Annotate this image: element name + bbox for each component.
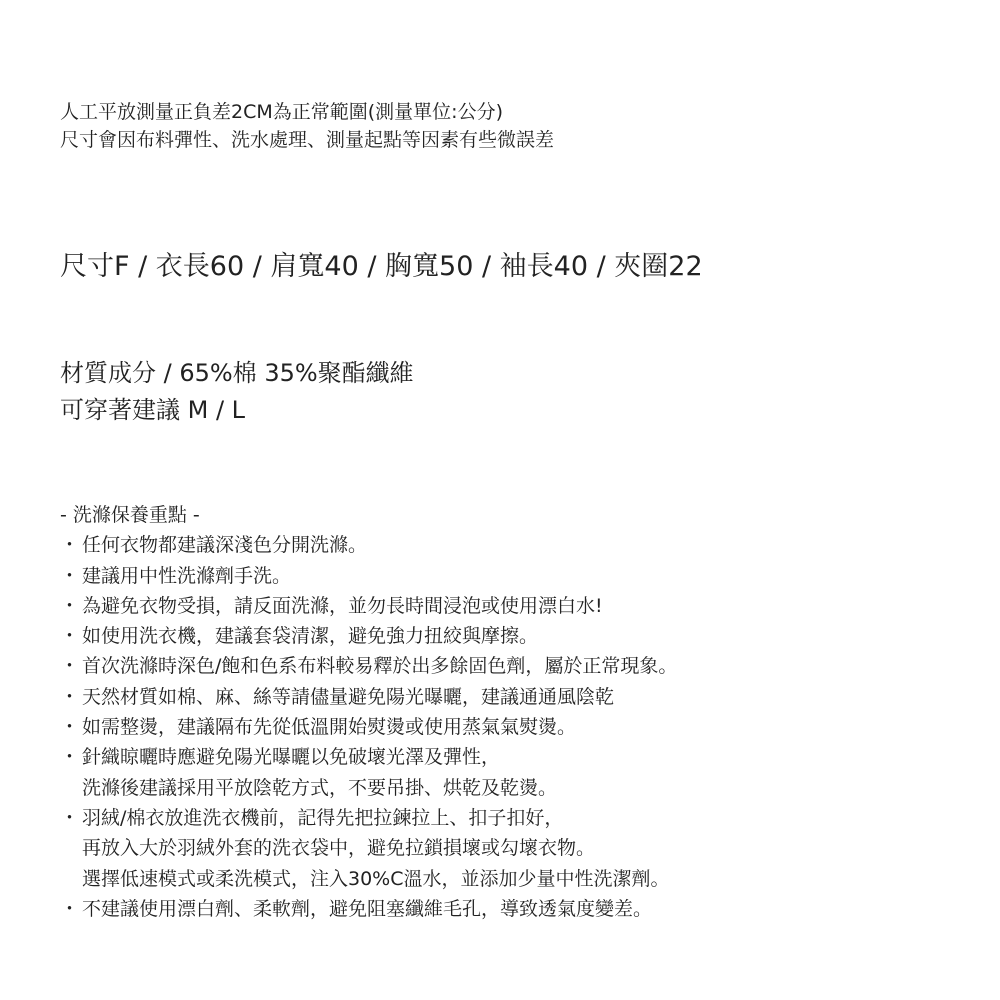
care-list-item	[60, 682, 677, 712]
care-instructions	[60, 500, 677, 924]
care-list-item-text: 針織晾曬時應避免陽光曝曬以免破壞光澤及彈性，	[82, 746, 501, 769]
care-list-item-continuation	[60, 864, 677, 894]
care-list-item-text: 建議用中性洗滌劑手洗。	[82, 564, 292, 587]
material-composition: 材質成分 / 65%棉 35%聚酯纖維	[60, 359, 414, 387]
measurement-note-line-1: 人工平放測量正負差2CM為正常範圍(測量單位:公分)	[60, 101, 503, 123]
size-spec: 尺寸F / 衣長60 / 肩寬40 / 胸寬50 / 袖長40 / 夾圈22	[60, 251, 703, 282]
care-list-item	[60, 712, 677, 742]
bullet-icon: ・	[60, 564, 80, 587]
bullet-icon: ・	[60, 806, 80, 829]
care-list-item-text: 任何衣物都建議深淺色分開洗滌。	[82, 534, 368, 557]
care-list-item-text: 如需整燙，建議隔布先從低溫開始熨燙或使用蒸氣氣熨燙。	[82, 716, 577, 739]
care-list	[60, 530, 677, 924]
care-list-item	[60, 561, 677, 591]
care-list-item-text: 選擇低速模式或柔洗模式，注入30%C溫水，並添加少量中性洗潔劑。	[82, 867, 670, 890]
care-list-item	[60, 591, 677, 621]
care-list-item-text: 天然材質如棉、麻、絲等請儘量避免陽光曝曬，建議通通風陰乾	[82, 685, 615, 708]
care-list-item	[60, 742, 677, 772]
care-list-item-continuation	[60, 833, 677, 863]
care-list-item-text: 如使用洗衣機，建議套袋清潔，避免強力扭絞與摩擦。	[82, 625, 539, 648]
bullet-icon: ・	[60, 897, 80, 920]
care-list-item-text: 首次洗滌時深色/飽和色系布料較易釋於出多餘固色劑，屬於正常現象。	[82, 655, 678, 678]
bullet-icon: ・	[60, 685, 80, 708]
care-list-item-text: 再放入大於羽絨外套的洗衣袋中，避免拉鎖損壞或勾壞衣物。	[82, 837, 596, 860]
care-list-item-text: 洗滌後建議採用平放陰乾方式，不要吊掛、烘乾及乾燙。	[82, 776, 558, 799]
care-list-item	[60, 894, 677, 924]
bullet-icon: ・	[60, 594, 80, 617]
care-list-item-continuation	[60, 773, 677, 803]
care-list-item-text: 為避免衣物受損，請反面洗滌，並勿長時間浸泡或使用漂白水!	[82, 594, 603, 617]
bullet-icon: ・	[60, 746, 80, 769]
care-list-item	[60, 621, 677, 651]
measurement-note-line-2: 尺寸會因布料彈性、洗水處理、測量起點等因素有些微誤差	[60, 129, 555, 151]
suggested-size: 可穿著建議 M / L	[60, 396, 246, 424]
bullet-icon: ・	[60, 625, 80, 648]
care-list-item	[60, 803, 677, 833]
care-list-item	[60, 651, 677, 681]
care-list-item-text: 羽絨/棉衣放進洗衣機前，記得先把拉鍊拉上、扣子扣好，	[82, 806, 564, 829]
bullet-icon: ・	[60, 655, 80, 678]
bullet-icon: ・	[60, 716, 80, 739]
bullet-icon: ・	[60, 534, 80, 557]
care-heading: - 洗滌保養重點 -	[60, 504, 200, 526]
measurement-note	[60, 98, 554, 154]
care-list-item-text: 不建議使用漂白劑、柔軟劑，避免阻塞纖維毛孔，導致透氣度變差。	[82, 897, 653, 920]
material-info	[60, 355, 414, 429]
care-list-item	[60, 530, 677, 560]
